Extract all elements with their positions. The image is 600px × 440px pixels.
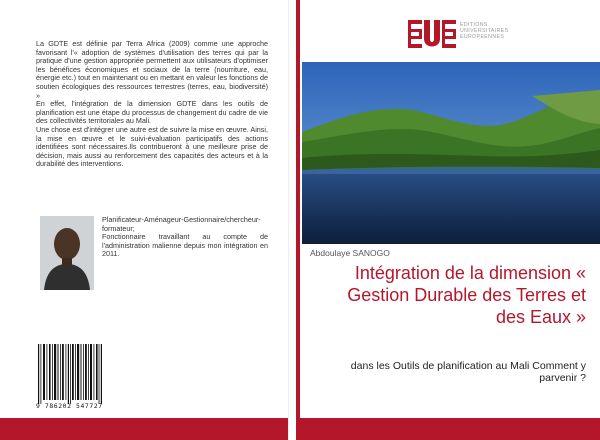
barcode (34, 340, 106, 416)
publisher-line-1: EDITIONS (460, 22, 488, 28)
author-bio (102, 216, 268, 259)
blurb-paragraph-2: En effet, l'intégration de la dimension GDTE dans les outils de planification est une étape du processus de changement du cadre de vie des collectivités territoriales au Mali. (36, 99, 268, 126)
publisher-logo (408, 20, 456, 48)
publisher-line-3: EUROPEENNES (460, 34, 505, 40)
back-blurb (36, 40, 268, 169)
author-photo (40, 216, 94, 290)
publisher-name (460, 22, 508, 40)
blurb-paragraph-3: Une chose est d'intégrer une autre est de suivre la mise en œuvre. Ainsi, la mise en œuvre et le suivi-évaluation participatifs des actions identifiées sont nécessaires.Ils contribueront à une meilleure prise de décision, mais aussi au renforcement des capacités des acteurs et à la durabilité des interventions. (36, 124, 268, 169)
bio-line-1: Planificateur-Aménageur-Gestionnaire/chercheur-formateur; (102, 215, 261, 233)
book-title: Intégration de la dimension « Gestion Durable des Terres et des Eaux » (347, 263, 586, 327)
book-subtitle: dans les Outils de planification au Mali Comment y parvenir ? (350, 360, 586, 384)
back-bottom-band (0, 418, 288, 440)
blurb-paragraph-1: La GDTE est définie par Terra Africa (2009) comme une approche favorisant l'« adoption de systèmes d'utilisation des terres qui par la pratique d'une gestion appropriée permettent aux utilisateurs d'optimiser les bénéfices économiques et sociaux de la terre (nourriture, eau, énergie etc.) tout en maintenant ou en mettant en valeur les fonctions de soutien écologiques des ressources terrestres (terres, eau, biodiversité) » (36, 39, 268, 100)
front-bottom-band (300, 418, 600, 440)
author-name: Abdoulaye SANOGO (310, 248, 390, 258)
back-cover (0, 0, 288, 440)
publisher-line-2: UNIVERSITAIRES (460, 28, 509, 34)
bio-line-2: Fonctionnaire travaillant au compte de l'administration malienne depuis mon intégration en 2011. (102, 232, 268, 259)
isbn-number: 9 786202 547727 (36, 402, 103, 410)
cover-photo-lake (302, 62, 600, 244)
